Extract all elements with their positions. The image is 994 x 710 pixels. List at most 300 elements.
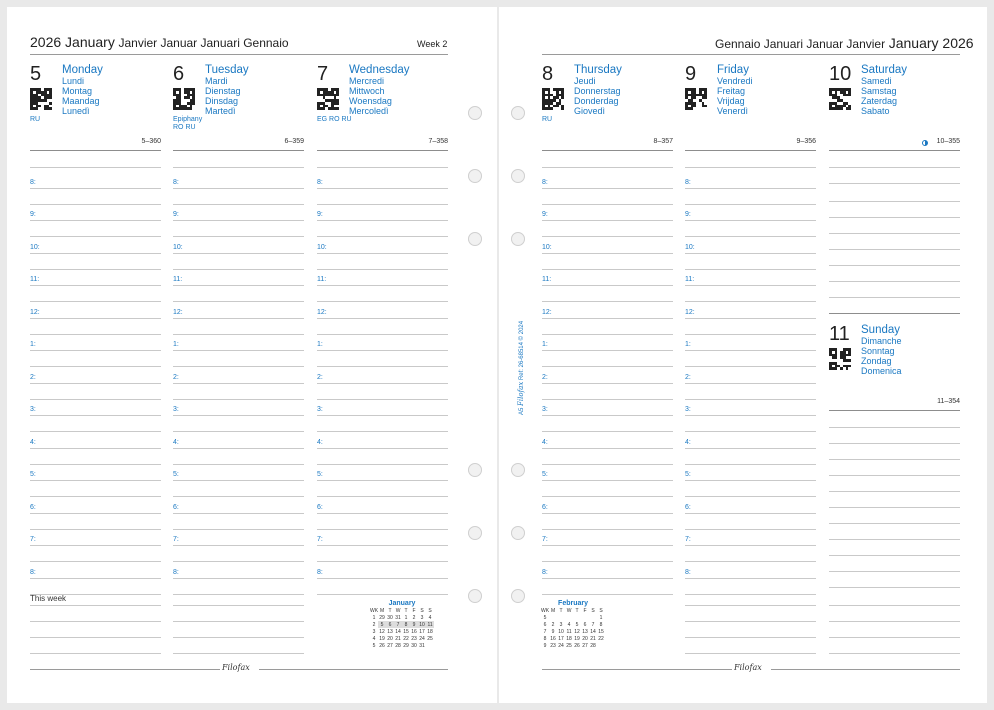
hour-rule [685, 318, 816, 319]
day-name-translation: Lunedì [62, 106, 90, 116]
mini-calendar-month: February [558, 600, 589, 607]
hour-rule [542, 415, 673, 416]
notes-rule [685, 605, 816, 606]
hour-label: 8: [30, 179, 36, 186]
mini-calendar-cell [573, 614, 581, 621]
mini-calendar-header: S [428, 607, 432, 614]
mini-calendar-header: S [599, 607, 603, 614]
day-name-block [717, 64, 753, 116]
hour-rule [317, 236, 448, 237]
qr-code-icon [30, 88, 52, 110]
mini-calendar-cell: 6 [543, 621, 547, 628]
mini-calendar-header: T [559, 607, 563, 614]
hour-rule [173, 350, 304, 351]
day-name-translation: Montag [62, 86, 93, 96]
hour-rule [30, 204, 161, 205]
hour-label: 3: [173, 406, 179, 413]
mini-calendar-cell: 12 [574, 628, 580, 635]
mini-calendar-header: W [566, 607, 572, 614]
day-name-translation: Zaterdag [861, 96, 898, 106]
day-name-translation: Samedi [861, 76, 892, 86]
footer-rule-right-2 [771, 669, 960, 670]
day-name-block [205, 64, 249, 116]
hour-rule [30, 350, 161, 351]
filofax-logo-left: Filofax [222, 663, 250, 672]
hour-rule [542, 545, 673, 546]
footer-rule-right [542, 669, 732, 670]
hour-rule [542, 431, 673, 432]
mini-calendar-header: S [420, 607, 424, 614]
hour-label: 9: [30, 211, 36, 218]
hour-rule [317, 399, 448, 400]
punch-hole [511, 463, 525, 477]
mini-calendar-cell: 6 [386, 621, 394, 628]
mini-calendar-cell: 23 [550, 642, 556, 649]
mini-calendar-cell: 19 [379, 635, 385, 642]
hour-label: 2: [685, 374, 691, 381]
hour-rule [542, 464, 673, 465]
hour-label: 10: [542, 244, 552, 251]
hour-rule [173, 431, 304, 432]
hour-label: 8: [685, 179, 691, 186]
notes-rule [30, 621, 161, 622]
day-name-translation: Mittwoch [349, 86, 385, 96]
hour-label: 1: [685, 341, 691, 348]
mini-calendar-cell [565, 614, 573, 621]
hour-rule [173, 334, 304, 335]
hour-label: 3: [30, 406, 36, 413]
hour-rule [542, 480, 673, 481]
hour-rule [685, 236, 816, 237]
hour-rule [317, 220, 448, 221]
day-name-translation: Zondag [861, 356, 892, 366]
hour-rule [542, 366, 673, 367]
day-name-translation: Dimanche [861, 336, 902, 346]
hour-rule [30, 285, 161, 286]
day-name-translation: Sabato [861, 106, 890, 116]
hour-label: 12: [173, 309, 183, 316]
hour-rule [685, 480, 816, 481]
hour-rule [829, 571, 960, 572]
mini-calendar-header: T [388, 607, 392, 614]
hour-label: 8: [317, 179, 323, 186]
hour-label: 11: [30, 276, 40, 283]
day-of-year-count: 5–360 [141, 138, 161, 145]
mini-calendar-cell: 31 [419, 642, 425, 649]
notes-rule [685, 621, 816, 622]
hour-label: 9: [542, 211, 548, 218]
hour-rule [30, 513, 161, 514]
hour-rule [542, 578, 673, 579]
day-name-block [861, 324, 902, 376]
hour-label: 2: [30, 374, 36, 381]
hour-label: 5: [542, 471, 548, 478]
mini-calendar-header: WK [541, 607, 550, 614]
mini-calendar-cell: 26 [574, 642, 580, 649]
hour-label: 6: [30, 504, 36, 511]
hour-label: 4: [173, 439, 179, 446]
qr-code-icon [829, 348, 851, 370]
day-of-year-count: 11–354 [937, 398, 960, 405]
day-name-block [62, 64, 103, 116]
holiday-label: RU [542, 116, 553, 123]
mini-calendar-cell: 27 [387, 642, 393, 649]
hour-rule [317, 415, 448, 416]
hour-label: 7: [317, 536, 323, 543]
hour-rule [30, 561, 161, 562]
day-name-english: Thursday [574, 64, 622, 76]
punch-hole [511, 169, 525, 183]
hour-rule [542, 513, 673, 514]
mini-calendar-cell: 22 [403, 635, 409, 642]
mini-calendar-cell: 28 [590, 642, 596, 649]
hour-rule [173, 578, 304, 579]
day-name-translation: Mercredi [349, 76, 385, 86]
day-divider-rule [829, 410, 960, 411]
filofax-logo-right: Filofax [734, 663, 762, 672]
hour-rule [30, 399, 161, 400]
hour-rule [685, 220, 816, 221]
mini-calendar-cell: 9 [410, 621, 418, 628]
hour-label: 11: [173, 276, 183, 283]
hour-rule [317, 253, 448, 254]
mini-calendar-cell: 10 [558, 628, 564, 635]
mini-calendar-cell: 27 [582, 642, 588, 649]
day-name-translation: Vendredi [717, 76, 753, 86]
left-title-month: 2026 January [30, 34, 115, 50]
mini-calendar-cell: 25 [427, 635, 433, 642]
day-name-translation: Jeudi [574, 76, 596, 86]
hour-rule [685, 448, 816, 449]
day-name-translation: Giovedì [574, 106, 606, 116]
hour-label: 5: [317, 471, 323, 478]
day-of-year-count: 10–355 [936, 138, 960, 145]
mini-calendar-cell: 7 [394, 621, 402, 628]
day-name-english: Sunday [861, 324, 901, 336]
mini-calendar-cell: 6 [583, 621, 587, 628]
mini-calendar-february [541, 600, 605, 649]
hour-rule [317, 285, 448, 286]
day-name-english: Friday [717, 64, 749, 76]
hour-rule [542, 236, 673, 237]
hour-label: 11: [685, 276, 695, 283]
hour-rule [542, 253, 673, 254]
hour-rule [30, 496, 161, 497]
hour-rule [173, 167, 304, 168]
mini-calendar-cell: 26 [379, 642, 385, 649]
hour-rule [30, 545, 161, 546]
hour-rule [685, 301, 816, 302]
hour-rule [829, 183, 960, 184]
hour-label: 3: [317, 406, 323, 413]
hour-rule [829, 443, 960, 444]
holiday-label: Epiphany [173, 116, 203, 123]
punch-hole [468, 526, 482, 540]
day-name-translation: Vrijdag [717, 96, 745, 106]
hour-label: 4: [685, 439, 691, 446]
mini-calendar-cell: 5 [543, 614, 547, 621]
hour-rule [829, 523, 960, 524]
day-number: 11 [829, 323, 850, 345]
mini-calendar-cell: 11 [427, 621, 433, 628]
hour-rule [317, 594, 448, 595]
hour-label: 6: [685, 504, 691, 511]
mini-calendar-cell [581, 614, 589, 621]
hour-rule [173, 253, 304, 254]
mini-calendar-cell: 13 [582, 628, 588, 635]
hour-rule [829, 587, 960, 588]
hour-label: 12: [30, 309, 40, 316]
hour-label: 1: [317, 341, 323, 348]
day-name-translation: Mardi [205, 76, 228, 86]
mini-calendar-cell: 14 [395, 628, 401, 635]
day-name-block [574, 64, 622, 116]
mini-calendar-header: M [379, 607, 385, 614]
hour-rule [542, 334, 673, 335]
hour-rule [685, 529, 816, 530]
hour-label: 5: [685, 471, 691, 478]
hour-rule [317, 188, 448, 189]
mini-calendar-cell: 4 [567, 621, 571, 628]
hour-rule [685, 366, 816, 367]
hour-rule [829, 265, 960, 266]
mini-calendar-cell [426, 642, 434, 649]
mini-calendar-cell: 30 [387, 614, 393, 621]
hour-rule [30, 431, 161, 432]
hour-rule [542, 285, 673, 286]
mini-calendar-header: M [550, 607, 556, 614]
hour-rule [30, 448, 161, 449]
mini-calendar-cell: 13 [387, 628, 393, 635]
hour-rule [173, 561, 304, 562]
day-name-translation: Woensdag [349, 96, 392, 106]
day-name-translation: Freitag [717, 86, 746, 96]
qr-code-icon [685, 88, 707, 110]
hour-rule [173, 415, 304, 416]
hour-rule [317, 301, 448, 302]
hour-rule [829, 459, 960, 460]
mini-calendar-header: W [395, 607, 401, 614]
mini-calendar-cell: 5 [575, 621, 579, 628]
hour-rule [30, 464, 161, 465]
hour-rule [317, 204, 448, 205]
day-number: 10 [829, 63, 852, 85]
hour-rule [829, 217, 960, 218]
mini-calendar-cell: 4 [428, 614, 432, 621]
day-name-english: Wednesday [349, 64, 410, 76]
punch-hole [468, 463, 482, 477]
hour-rule [685, 399, 816, 400]
mini-calendar-cell: 10 [419, 621, 425, 628]
hour-rule [173, 285, 304, 286]
right-page-title [715, 35, 974, 51]
day-name-english: Monday [62, 64, 103, 76]
hour-rule [317, 480, 448, 481]
day-name-block [861, 64, 907, 116]
hour-rule [317, 448, 448, 449]
mini-calendar-grid [370, 607, 434, 649]
mini-calendar-cell [549, 614, 557, 621]
this-week-label: This week [30, 594, 67, 603]
notes-rule [829, 605, 960, 606]
hour-rule [30, 220, 161, 221]
hour-rule [685, 561, 816, 562]
day-divider-rule [542, 150, 673, 151]
hour-rule [317, 578, 448, 579]
hour-label: 8: [173, 179, 179, 186]
day-name-translation: Lundi [62, 76, 85, 86]
hour-label: 2: [317, 374, 323, 381]
hour-rule [829, 555, 960, 556]
hour-label: 7: [30, 536, 36, 543]
hour-rule [829, 507, 960, 508]
header-rule-right [542, 54, 960, 55]
hour-label: 9: [685, 211, 691, 218]
mini-calendar-cell: 14 [590, 628, 596, 635]
hour-label: 2: [542, 374, 548, 381]
hour-rule [173, 399, 304, 400]
mini-calendar-cell [589, 614, 597, 621]
mini-calendar-cell: 15 [598, 628, 604, 635]
hour-label: 9: [317, 211, 323, 218]
hour-rule [829, 297, 960, 298]
hour-label: 12: [685, 309, 695, 316]
hour-rule [317, 529, 448, 530]
qr-code-icon [173, 88, 195, 110]
day-name-translation: Martedì [205, 106, 236, 116]
hour-rule [685, 545, 816, 546]
mini-calendar-header: F [583, 607, 587, 614]
footer-rule-left [30, 669, 220, 670]
hour-label: 10: [173, 244, 183, 251]
hour-rule [542, 318, 673, 319]
saturday-end-rule [829, 313, 960, 314]
mini-calendar-header: T [575, 607, 579, 614]
day-name-translation: Maandag [62, 96, 100, 106]
qr-code-icon [317, 88, 339, 110]
hour-rule [317, 334, 448, 335]
mini-calendar-cell [597, 642, 605, 649]
hour-label: 11: [542, 276, 552, 283]
reference-text [517, 321, 525, 415]
hour-rule [542, 529, 673, 530]
hour-rule [30, 269, 161, 270]
mini-calendar-cell: 4 [372, 635, 376, 642]
mini-calendar-cell: 25 [566, 642, 572, 649]
hour-label: 6: [542, 504, 548, 511]
mini-calendar-cell: 15 [403, 628, 409, 635]
day-of-year-count: 8–357 [653, 138, 673, 145]
notes-rule [829, 621, 960, 622]
hour-label: 9: [173, 211, 179, 218]
mini-calendar-cell: 28 [395, 642, 401, 649]
hour-rule [173, 545, 304, 546]
day-number: 9 [685, 63, 697, 85]
notes-rule [829, 637, 960, 638]
notes-rule [30, 605, 161, 606]
notes-rule [30, 653, 161, 654]
day-name-translation: Sonntag [861, 346, 895, 356]
mini-calendar-cell: 9 [543, 642, 547, 649]
hour-rule [317, 496, 448, 497]
hour-rule [542, 301, 673, 302]
hour-rule [30, 529, 161, 530]
holiday-label: EG RO RU [317, 116, 352, 123]
mini-calendar-cell: 16 [550, 635, 556, 642]
day-of-year-count: 7–358 [428, 138, 448, 145]
mini-calendar-cell: 31 [395, 614, 401, 621]
hour-label: 1: [173, 341, 179, 348]
hour-rule [173, 529, 304, 530]
hour-rule [542, 269, 673, 270]
hour-rule [317, 269, 448, 270]
hour-label: 8: [542, 569, 548, 576]
hour-rule [30, 415, 161, 416]
notes-rule [173, 605, 304, 606]
side-size: A5 [519, 407, 525, 415]
hour-rule [685, 431, 816, 432]
hour-rule [317, 318, 448, 319]
hour-rule [317, 167, 448, 168]
mini-calendar-cell: 3 [420, 614, 424, 621]
hour-rule [30, 167, 161, 168]
mini-calendar-cell: 17 [419, 628, 425, 635]
hour-label: 5: [30, 471, 36, 478]
hour-label: 7: [542, 536, 548, 543]
hour-rule [829, 281, 960, 282]
hour-rule [542, 383, 673, 384]
qr-code-icon [829, 88, 851, 110]
side-ref: Ref: 26-68514 [519, 342, 525, 381]
hour-rule [173, 464, 304, 465]
hour-rule [829, 249, 960, 250]
day-name-translation: Mercoledì [349, 106, 389, 116]
hour-rule [685, 594, 816, 595]
day-divider-rule [173, 150, 304, 151]
mini-calendar-cell: 16 [411, 628, 417, 635]
hour-rule [317, 464, 448, 465]
hour-rule [173, 318, 304, 319]
mini-calendar-cell: 21 [395, 635, 401, 642]
day-number: 7 [317, 63, 329, 85]
hour-rule [173, 301, 304, 302]
hour-rule [317, 431, 448, 432]
day-name-block [349, 64, 410, 116]
hour-label: 3: [542, 406, 548, 413]
hour-label: 7: [685, 536, 691, 543]
punch-hole [511, 232, 525, 246]
punch-hole [511, 106, 525, 120]
mini-calendar-cell: 23 [411, 635, 417, 642]
hour-rule [30, 253, 161, 254]
hour-label: 10: [685, 244, 695, 251]
hour-label: 6: [173, 504, 179, 511]
left-page-title [30, 34, 289, 50]
day-name-translation: Venerdì [717, 106, 749, 116]
mini-calendar-cell: 3 [559, 621, 563, 628]
mini-calendar-cell [557, 614, 565, 621]
day-divider-rule [685, 150, 816, 151]
hour-rule [542, 220, 673, 221]
mini-calendar-cell: 8 [543, 635, 547, 642]
side-logo: Filofax [517, 381, 525, 406]
day-name-translation: Donderdag [574, 96, 619, 106]
notes-rule [829, 653, 960, 654]
hour-label: 11: [317, 276, 327, 283]
hour-rule [685, 383, 816, 384]
holiday-label: RU [30, 116, 41, 123]
hour-rule [685, 513, 816, 514]
